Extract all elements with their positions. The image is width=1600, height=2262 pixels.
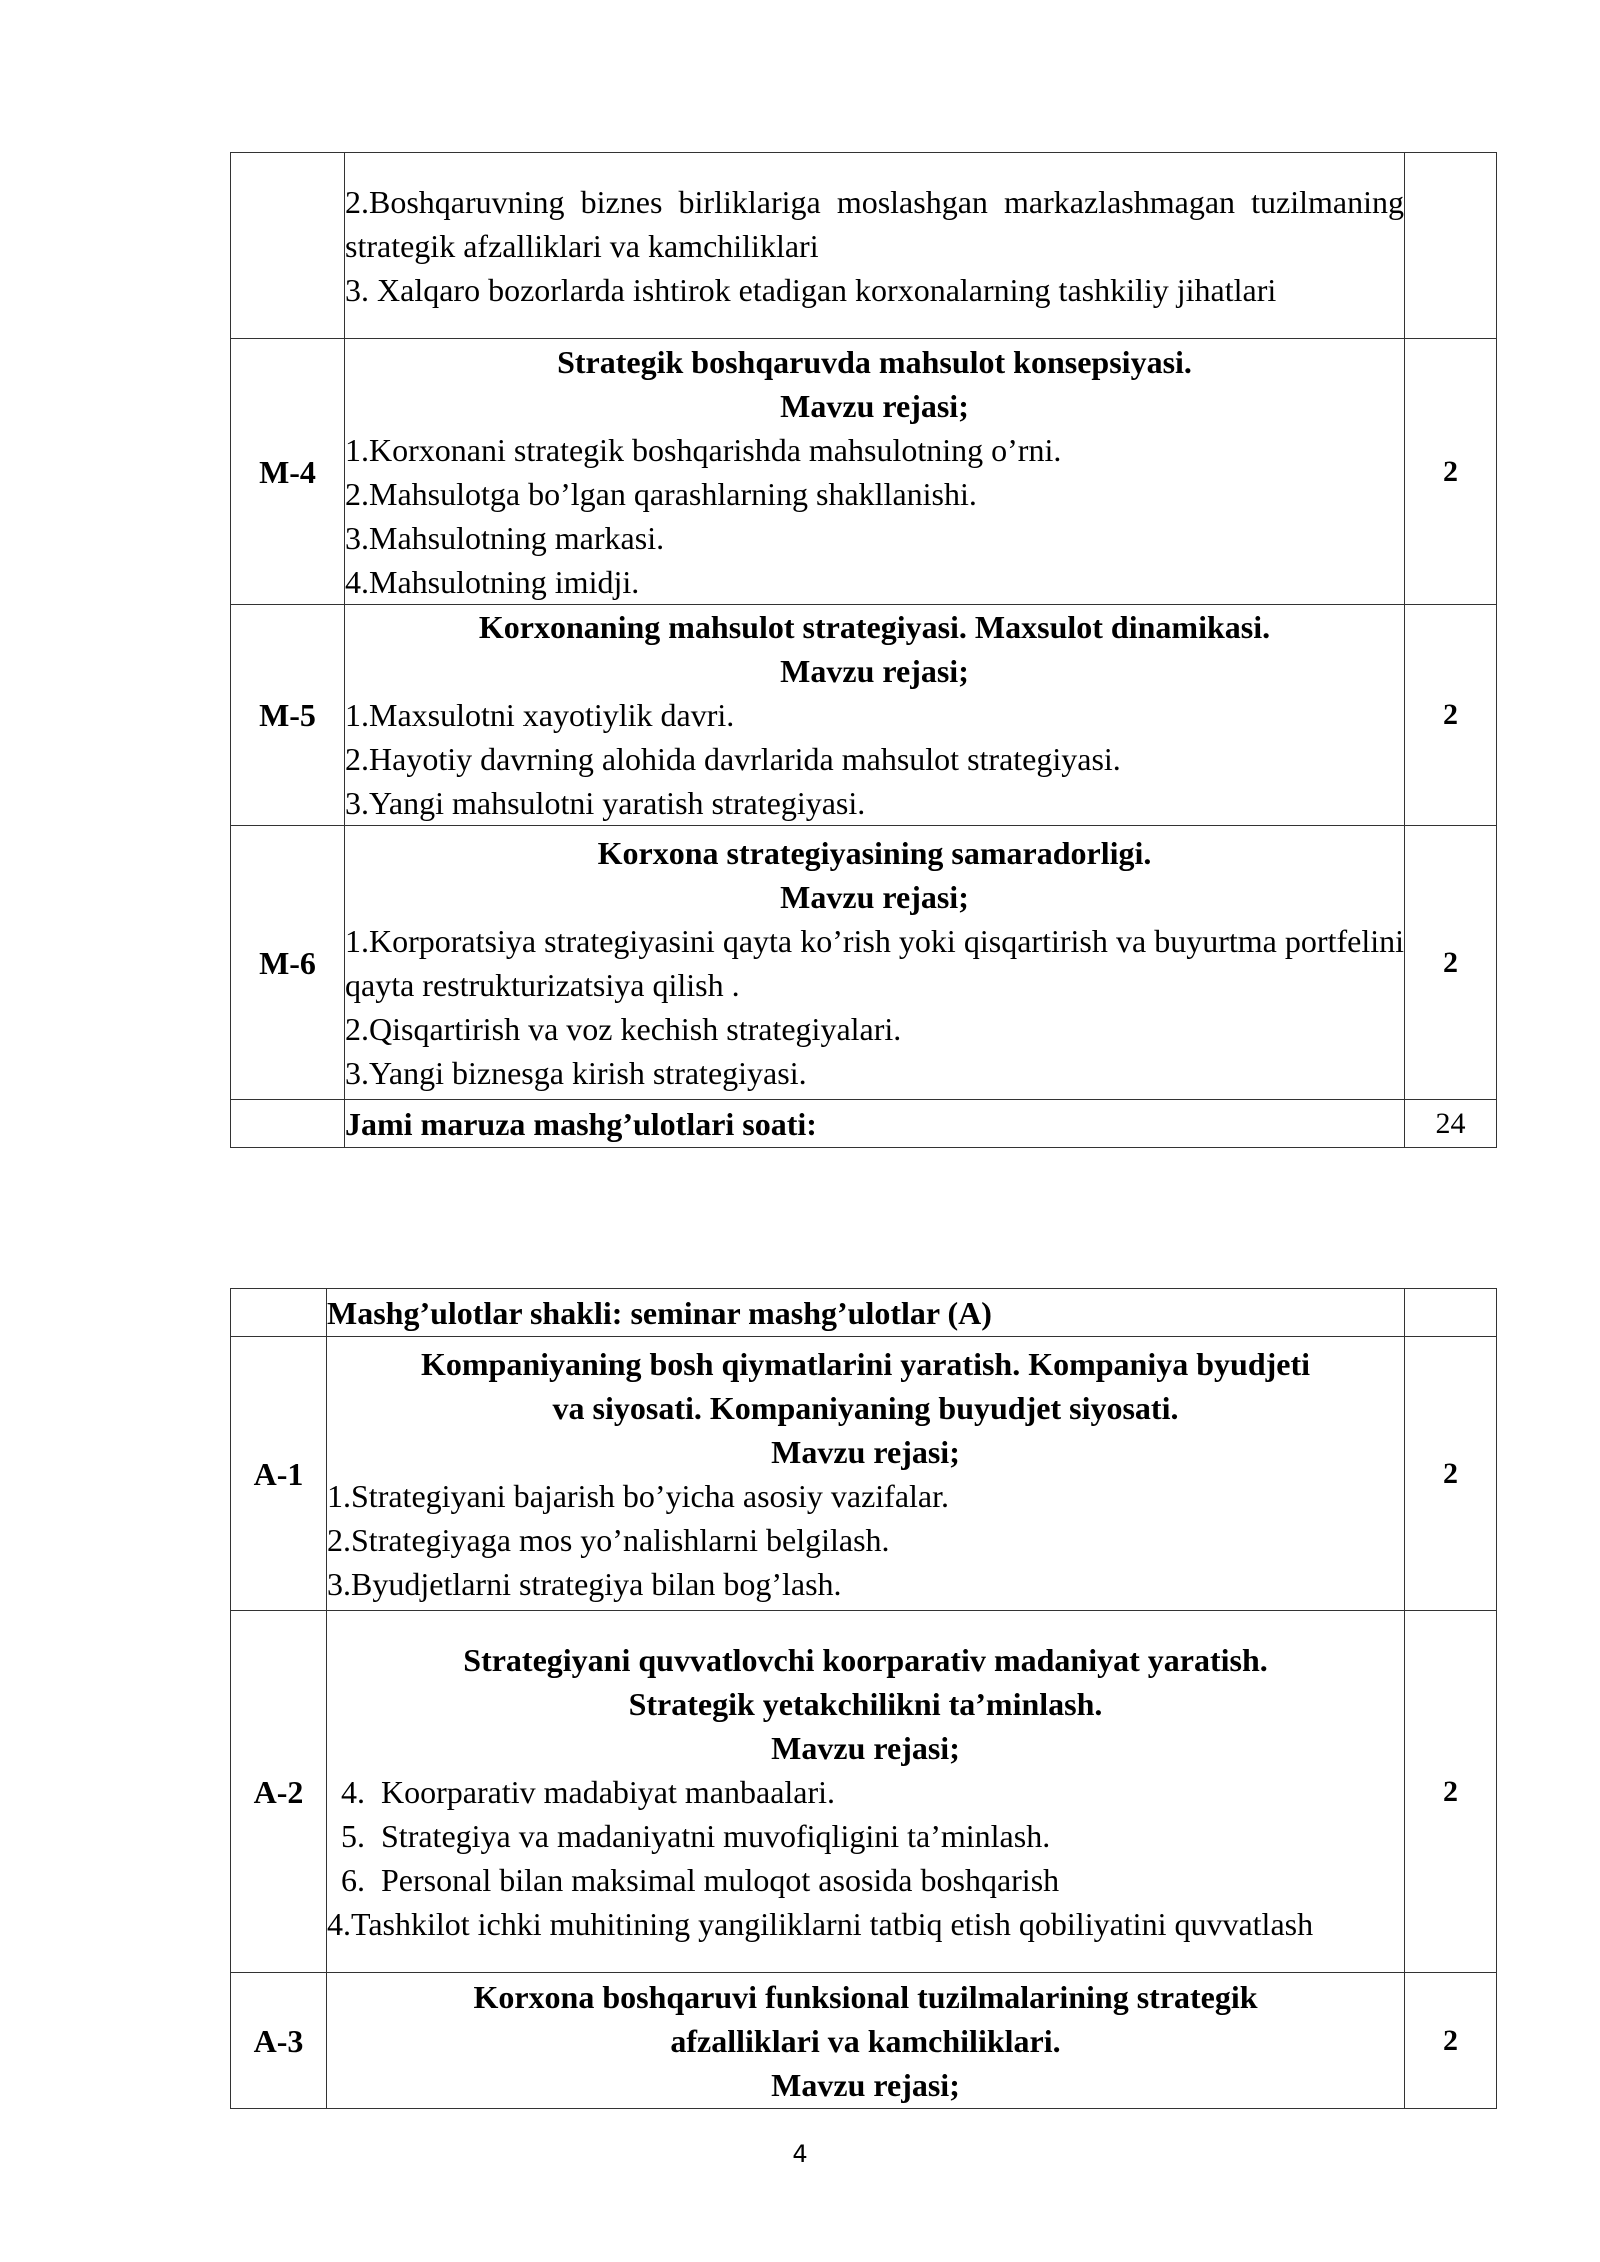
topic-title: Korxona strategiyasining samaradorligi. xyxy=(597,834,1152,871)
numbered-plan-list xyxy=(327,1770,1404,1902)
header-row xyxy=(231,1289,1497,1337)
total-row xyxy=(231,1100,1497,1148)
plan-heading: Mavzu rejasi; xyxy=(780,653,969,689)
plan-item: 3.Yangi mahsulotni yaratish strategiyasi. xyxy=(345,785,866,821)
table-row xyxy=(231,826,1497,1100)
hours-value: 2 xyxy=(1405,1611,1497,1973)
topic-title: va siyosati. Kompaniyaning buyudjet siyosati. xyxy=(552,1389,1179,1426)
hours-value: 2 xyxy=(1405,605,1497,826)
total-label: Jami maruza mashg’ulotlari soati: xyxy=(345,1100,1405,1148)
plan-heading: Mavzu rejasi; xyxy=(780,878,969,915)
plan-item: 2.Boshqaruvning biznes birliklariga moslashgan markazlashmagan tuzilmaning strategik afzalliklari va kamchiliklari xyxy=(345,183,1404,264)
plan-item: 2.Strategiyaga mos yo’nalishlarni belgilash. xyxy=(327,1521,890,1558)
plan-item: 1.Strategiyani bajarish bo’yicha asosiy vazifalar. xyxy=(327,1477,950,1514)
hours-value: 2 xyxy=(1405,1973,1497,2109)
topic-content-cell xyxy=(345,153,1405,339)
topic-code-cell xyxy=(231,153,345,339)
table-row xyxy=(231,153,1497,339)
topic-code: M-5 xyxy=(231,605,345,826)
topic-title: afzalliklari va kamchiliklari. xyxy=(670,2022,1061,2059)
hours-value: 2 xyxy=(1405,339,1497,605)
topic-title: Korxona boshqaruvi funksional tuzilmalarining strategik xyxy=(473,1978,1258,2015)
topic-code: A-1 xyxy=(231,1337,327,1611)
table-row xyxy=(231,1973,1497,2109)
total-hours: 24 xyxy=(1405,1100,1497,1148)
hours-value: 2 xyxy=(1405,826,1497,1100)
table-row xyxy=(231,605,1497,826)
lecture-topics-table xyxy=(230,152,1497,1148)
plan-item: 1.Maxsulotni xayotiylik davri. xyxy=(345,697,735,733)
plan-item: 3.Yangi biznesga kirish strategiyasi. xyxy=(345,1054,807,1091)
table-row xyxy=(231,339,1497,605)
header-code-cell xyxy=(231,1289,327,1337)
topic-title: Kompaniyaning bosh qiymatlarini yaratish. Kompaniya byudjeti xyxy=(420,1345,1311,1382)
plan-item: 2.Hayotiy davrning alohida davrlarida mahsulot strategiyasi. xyxy=(345,741,1121,777)
topic-title: Strategiyani quvvatlovchi koorparativ madaniyat yaratish. xyxy=(463,1641,1268,1678)
topic-content-cell xyxy=(327,1973,1405,2109)
seminar-header: Mashg’ulotlar shakli: seminar mashg’ulotlar (A) xyxy=(327,1289,1405,1337)
plan-item: 3.Byudjetlarni strategiya bilan bog’lash. xyxy=(327,1565,842,1602)
plan-item: 1.Korxonani strategik boshqarishda mahsulotning o’rni. xyxy=(345,431,1062,468)
topic-title: Strategik yetakchilikni ta’minlash. xyxy=(628,1685,1103,1722)
topic-content-cell xyxy=(345,826,1405,1100)
topic-code: A-3 xyxy=(231,1973,327,2109)
topic-content-cell xyxy=(345,339,1405,605)
header-hours-cell xyxy=(1405,1289,1497,1337)
plan-item: 2.Qisqartirish va voz kechish strategiyalari. xyxy=(345,1010,902,1047)
plan-item: 1.Korporatsiya strategiyasini qayta ko’rish yoki qisqartirish va buyurtma portfelini qayta restrukturizatsiya qilish . xyxy=(345,922,1404,1003)
plan-item: 3. Xalqaro bozorlarda ishtirok etadigan korxonalarning tashkiliy jihatlari xyxy=(345,271,1277,308)
plan-item: 4. Koorparativ madabiyat manbaalari. xyxy=(373,1770,1404,1814)
plan-heading: Mavzu rejasi; xyxy=(771,2066,960,2103)
hours-value: 2 xyxy=(1405,1337,1497,1611)
topic-code: M-4 xyxy=(231,339,345,605)
topic-title: Strategik boshqaruvda mahsulot konsepsiyasi. xyxy=(557,343,1192,380)
plan-heading: Mavzu rejasi; xyxy=(771,1433,960,1470)
page-number: 4 xyxy=(792,2140,808,2168)
table-row xyxy=(231,1337,1497,1611)
plan-item: 4.Mahsulotning imidji. xyxy=(345,563,640,600)
table-row xyxy=(231,1611,1497,1973)
topic-code: A-2 xyxy=(231,1611,327,1973)
total-code-cell xyxy=(231,1100,345,1148)
plan-item: 2.Mahsulotga bo’lgan qarashlarning shakllanishi. xyxy=(345,475,977,512)
plan-item: 6. Personal bilan maksimal muloqot asosida boshqarish xyxy=(373,1858,1404,1902)
topic-content-cell xyxy=(327,1611,1405,1973)
plan-heading: Mavzu rejasi; xyxy=(771,1729,960,1766)
topic-title: Korxonaning mahsulot strategiyasi. Maxsulot dinamikasi. xyxy=(478,609,1271,645)
plan-heading: Mavzu rejasi; xyxy=(780,387,969,424)
hours-cell xyxy=(1405,153,1497,339)
seminar-topics-table xyxy=(230,1288,1497,2109)
plan-item: 3.Mahsulotning markasi. xyxy=(345,519,665,556)
topic-content-cell xyxy=(345,605,1405,826)
topic-content-cell xyxy=(327,1337,1405,1611)
plan-item: 4.Tashkilot ichki muhitining yangiliklarni tatbiq etish qobiliyatini quvvatlash xyxy=(327,1905,1314,1942)
plan-item: 5. Strategiya va madaniyatni muvofiqligini ta’minlash. xyxy=(373,1814,1404,1858)
topic-code: M-6 xyxy=(231,826,345,1100)
